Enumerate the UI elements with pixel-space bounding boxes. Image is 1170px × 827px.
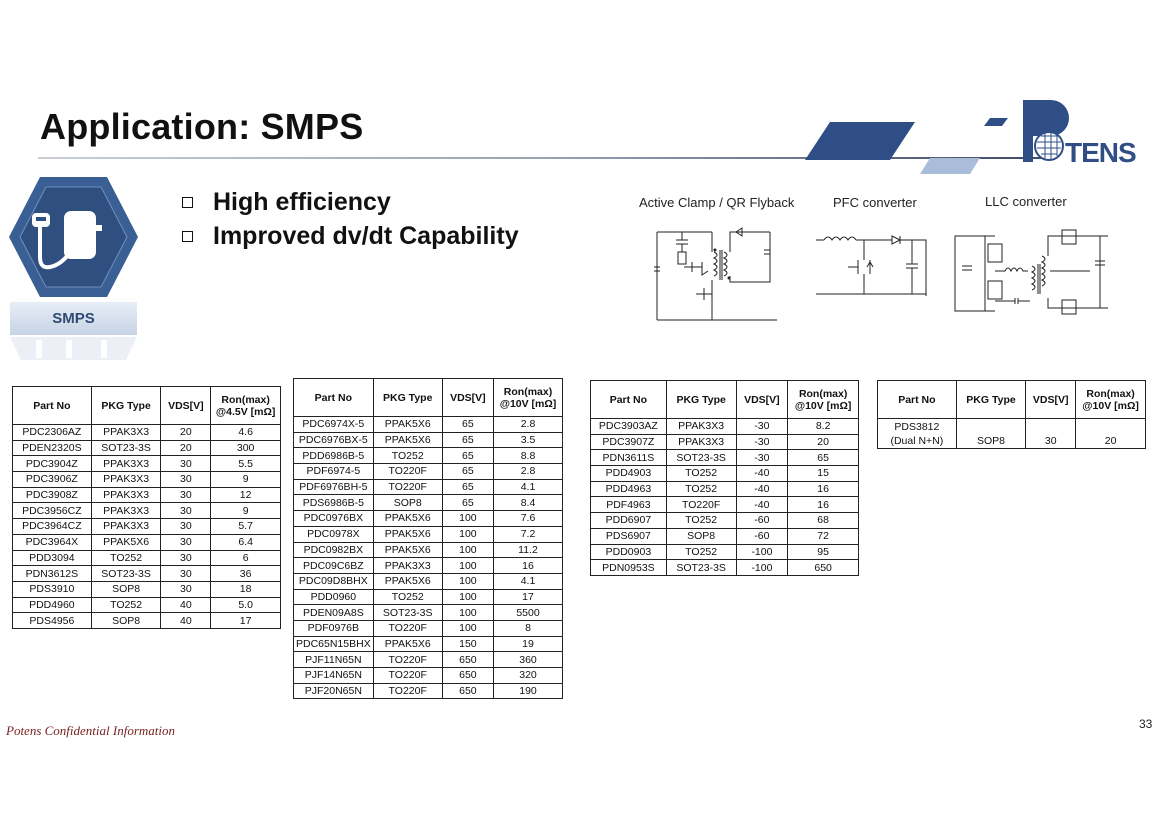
cell-pkg-type: SOT23-3S <box>666 560 736 576</box>
cell-ron: 68 <box>788 513 859 529</box>
table-row <box>294 636 563 652</box>
cell-vds: 30 <box>161 534 211 550</box>
table-row <box>294 479 563 495</box>
cell-part-no: PDN3611S <box>591 450 667 466</box>
cell-ron: 6 <box>211 550 281 566</box>
cell-vds: 100 <box>442 589 493 605</box>
table-row <box>591 450 859 466</box>
cell-part-no: PDC0982BX <box>294 542 374 558</box>
cell-pkg-type: PPAK3X3 <box>91 487 161 503</box>
cell-pkg-type: PPAK5X6 <box>373 542 442 558</box>
table-row <box>591 466 859 482</box>
cell-pkg-type: TO220F <box>373 464 442 480</box>
table-row <box>13 613 281 629</box>
cell-part-no: PDF6974-5 <box>294 464 374 480</box>
cell-part-no: PDS6986B-5 <box>294 495 374 511</box>
cell-vds: -30 <box>736 434 788 450</box>
col-header-vds: VDS[V] <box>736 381 788 419</box>
parts-table-2 <box>293 378 563 699</box>
cell-ron: 17 <box>211 613 281 629</box>
col-header-pkg-type: PKG Type <box>666 381 736 419</box>
cell-part-no: PDC3904Z <box>13 456 92 472</box>
cell-ron: 5.0 <box>211 597 281 613</box>
table-row <box>591 434 859 450</box>
cell-part-no: PDC3908Z <box>13 487 92 503</box>
table-row <box>13 581 281 597</box>
col-header-pkg-type: PKG Type <box>91 387 161 425</box>
cell-vds: 150 <box>442 636 493 652</box>
cell-vds: 30 <box>161 566 211 582</box>
cell-pkg-type: TO220F <box>373 479 442 495</box>
svg-text:TENS: TENS <box>1065 137 1136 168</box>
cell-ron: 20 <box>788 434 859 450</box>
llc-schematic <box>950 226 1115 316</box>
table-row <box>294 573 563 589</box>
col-header-ron: Ron(max) @10V [mΩ] <box>788 381 859 419</box>
col-header-ron: Ron(max) @10V [mΩ] <box>494 379 563 417</box>
checkbox-bullet-icon <box>182 231 193 242</box>
cell-part-no: PDD6907 <box>591 513 667 529</box>
col-header-part-no: Part No <box>13 387 92 425</box>
cell-vds: 65 <box>442 479 493 495</box>
parts-table-1 <box>12 386 281 629</box>
cell-pkg-type: PPAK5X6 <box>91 534 161 550</box>
cell-ron: 9 <box>211 503 281 519</box>
cell-vds: 100 <box>442 526 493 542</box>
cell-ron: 360 <box>494 652 563 668</box>
table-row <box>294 526 563 542</box>
col-header-pkg-type: PKG Type <box>373 379 442 417</box>
cell-vds: -40 <box>736 481 788 497</box>
cell-ron: 65 <box>788 450 859 466</box>
cell-ron: 9 <box>211 472 281 488</box>
cell-part-no: PDS6907 <box>591 528 667 544</box>
table-row <box>294 417 563 433</box>
pfc-schematic <box>812 232 937 297</box>
table-row <box>591 419 859 435</box>
col-header-ron: Ron(max) @10V [mΩ] <box>1076 381 1146 419</box>
cell-ron: 17 <box>494 589 563 605</box>
cell-pkg-type: PPAK5X6 <box>373 636 442 652</box>
table-row <box>294 605 563 621</box>
feature-item: Improved dv/dt Capability <box>180 219 519 253</box>
cell-ron: 7.2 <box>494 526 563 542</box>
cell-pkg-type: PPAK5X6 <box>373 417 442 433</box>
cell-ron: 7.6 <box>494 511 563 527</box>
cell-pkg-type: PPAK3X3 <box>91 425 161 441</box>
footer-confidential: Potens Confidential Information <box>6 723 175 738</box>
cell-ron: 8.8 <box>494 448 563 464</box>
cell-ron: 4.1 <box>494 479 563 495</box>
cell-vds: 100 <box>442 511 493 527</box>
cell-part-no: PJF20N65N <box>294 683 374 699</box>
header-decoration <box>780 118 1020 178</box>
cell-ron: 16 <box>788 497 859 513</box>
cell-part-no: PDD3094 <box>13 550 92 566</box>
table-row <box>13 519 281 535</box>
cell-vds: 650 <box>442 668 493 684</box>
cell-part-no: PDC3903AZ <box>591 419 667 435</box>
cell-vds: -60 <box>736 528 788 544</box>
cell-vds: 30 <box>161 503 211 519</box>
table-row <box>591 513 859 529</box>
cell-part-no: PDD4960 <box>13 597 92 613</box>
cell-part-no: PDC2306AZ <box>13 425 92 441</box>
cell-vds: 65 <box>442 448 493 464</box>
table-row <box>294 432 563 448</box>
cell-vds: 40 <box>161 613 211 629</box>
cell-ron: 5.5 <box>211 456 281 472</box>
cell-vds: 65 <box>442 495 493 511</box>
feature-item: High efficiency <box>180 185 519 219</box>
cell-part-no: PDS4956 <box>13 613 92 629</box>
cell-ron: 20 <box>1076 419 1146 449</box>
cell-pkg-type: SOP8 <box>91 581 161 597</box>
flyback-schematic <box>652 222 782 322</box>
cell-ron: 190 <box>494 683 563 699</box>
cell-pkg-type: PPAK3X3 <box>91 456 161 472</box>
table-row <box>878 419 1146 449</box>
cell-pkg-type: TO220F <box>373 652 442 668</box>
col-header-vds: VDS[V] <box>161 387 211 425</box>
cell-ron: 18 <box>211 581 281 597</box>
cell-ron: 8.4 <box>494 495 563 511</box>
cell-pkg-type: SOT23-3S <box>373 605 442 621</box>
cell-vds: -100 <box>736 544 788 560</box>
cell-ron: 3.5 <box>494 432 563 448</box>
cell-pkg-type: TO220F <box>666 497 736 513</box>
table-row <box>294 448 563 464</box>
table-row <box>13 425 281 441</box>
cell-part-no: PDC65N15BHX <box>294 636 374 652</box>
cell-pkg-type: SOP8 <box>956 419 1026 449</box>
checkbox-bullet-icon <box>182 197 193 208</box>
cell-vds: 20 <box>161 425 211 441</box>
cell-pkg-type: TO252 <box>666 481 736 497</box>
cell-vds: 30 <box>161 550 211 566</box>
cell-pkg-type: TO220F <box>373 620 442 636</box>
cell-part-no: PDD0960 <box>294 589 374 605</box>
cell-pkg-type: PPAK5X6 <box>373 432 442 448</box>
col-header-ron: Ron(max) @4.5V [mΩ] <box>211 387 281 425</box>
table-row <box>294 620 563 636</box>
feature-list <box>180 185 519 253</box>
cell-ron: 650 <box>788 560 859 576</box>
cell-vds: 100 <box>442 573 493 589</box>
table-row <box>591 544 859 560</box>
cell-vds: -30 <box>736 419 788 435</box>
smps-label: SMPS <box>10 302 137 335</box>
table-row <box>294 511 563 527</box>
cell-vds: 650 <box>442 683 493 699</box>
cell-vds: 100 <box>442 542 493 558</box>
cell-ron: 16 <box>788 481 859 497</box>
cell-part-no: PDD4963 <box>591 481 667 497</box>
cell-ron: 6.4 <box>211 534 281 550</box>
cell-vds: 100 <box>442 620 493 636</box>
cell-pkg-type: SOP8 <box>666 528 736 544</box>
cell-pkg-type: TO252 <box>666 513 736 529</box>
table-row <box>13 487 281 503</box>
cell-vds: 30 <box>161 581 211 597</box>
cell-pkg-type: TO220F <box>373 683 442 699</box>
cell-vds: 65 <box>442 432 493 448</box>
cell-vds: 30 <box>161 472 211 488</box>
cell-vds: -60 <box>736 513 788 529</box>
cell-vds: 30 <box>1026 419 1076 449</box>
cell-pkg-type: TO252 <box>666 544 736 560</box>
cell-ron: 5.7 <box>211 519 281 535</box>
cell-vds: -40 <box>736 466 788 482</box>
cell-pkg-type: SOT23-3S <box>666 450 736 466</box>
cell-part-no: PDN3612S <box>13 566 92 582</box>
cell-part-no: PDC3907Z <box>591 434 667 450</box>
table-row <box>13 503 281 519</box>
table-row <box>294 652 563 668</box>
cell-ron: 2.8 <box>494 464 563 480</box>
potens-logo <box>985 98 1145 168</box>
cell-part-no: PDC09C6BZ <box>294 558 374 574</box>
table-row <box>13 472 281 488</box>
cell-ron: 2.8 <box>494 417 563 433</box>
cell-part-no: PDC0976BX <box>294 511 374 527</box>
table-row <box>591 528 859 544</box>
table-row <box>13 456 281 472</box>
cell-part-no: PDS3910 <box>13 581 92 597</box>
cell-pkg-type: SOT23-3S <box>91 566 161 582</box>
cell-vds: 65 <box>442 417 493 433</box>
parts-table-4 <box>877 380 1146 449</box>
cell-ron: 320 <box>494 668 563 684</box>
cell-part-no: PDF0976B <box>294 620 374 636</box>
cell-pkg-type: SOP8 <box>373 495 442 511</box>
page-title: Application: SMPS <box>40 106 364 147</box>
cell-vds: 30 <box>161 456 211 472</box>
cell-pkg-type: TO252 <box>373 589 442 605</box>
table-row <box>294 589 563 605</box>
cell-pkg-type: SOP8 <box>91 613 161 629</box>
cell-part-no: PDC6976BX-5 <box>294 432 374 448</box>
cell-pkg-type: PPAK3X3 <box>91 503 161 519</box>
cell-part-no: PDN0953S <box>591 560 667 576</box>
cell-pkg-type: TO252 <box>373 448 442 464</box>
cell-part-no: PDC09D8BHX <box>294 573 374 589</box>
cell-part-no: PDS3812 (Dual N+N) <box>878 419 957 449</box>
schematic-caption-llc: LLC converter <box>985 194 1067 209</box>
page-number: 33 <box>1139 717 1153 731</box>
cell-part-no: PDC3964CZ <box>13 519 92 535</box>
cell-pkg-type: SOT23-3S <box>91 440 161 456</box>
cell-part-no: PDEN09A8S <box>294 605 374 621</box>
cell-ron: 8.2 <box>788 419 859 435</box>
table-row <box>294 542 563 558</box>
cell-part-no: PJF14N65N <box>294 668 374 684</box>
cell-vds: -40 <box>736 497 788 513</box>
cell-part-no: PDC3964X <box>13 534 92 550</box>
table-row <box>591 481 859 497</box>
cell-part-no: PDC3906Z <box>13 472 92 488</box>
cell-ron: 12 <box>211 487 281 503</box>
cell-pkg-type: TO220F <box>373 668 442 684</box>
cell-pkg-type: TO252 <box>91 597 161 613</box>
cell-pkg-type: PPAK3X3 <box>666 434 736 450</box>
cell-ron: 11.2 <box>494 542 563 558</box>
cell-vds: 40 <box>161 597 211 613</box>
table-row <box>13 566 281 582</box>
col-header-vds: VDS[V] <box>1026 381 1076 419</box>
cell-vds: 65 <box>442 464 493 480</box>
cell-part-no: PDC0978X <box>294 526 374 542</box>
table-row <box>591 497 859 513</box>
cell-vds: 650 <box>442 652 493 668</box>
cell-ron: 36 <box>211 566 281 582</box>
col-header-vds: VDS[V] <box>442 379 493 417</box>
cell-part-no: PDD4903 <box>591 466 667 482</box>
cell-pkg-type: PPAK5X6 <box>373 511 442 527</box>
col-header-part-no: Part No <box>591 381 667 419</box>
cell-ron: 15 <box>788 466 859 482</box>
table-row <box>13 550 281 566</box>
table-row <box>591 560 859 576</box>
cell-part-no: PJF11N65N <box>294 652 374 668</box>
cell-pkg-type: PPAK5X6 <box>373 526 442 542</box>
cell-part-no: PDC6974X-5 <box>294 417 374 433</box>
cell-part-no: PDEN2320S <box>13 440 92 456</box>
col-header-pkg-type: PKG Type <box>956 381 1026 419</box>
cell-vds: -30 <box>736 450 788 466</box>
col-header-part-no: Part No <box>294 379 374 417</box>
cell-pkg-type: TO252 <box>91 550 161 566</box>
cell-vds: 100 <box>442 605 493 621</box>
parts-table-3 <box>590 380 859 576</box>
cell-part-no: PDC3956CZ <box>13 503 92 519</box>
cell-ron: 95 <box>788 544 859 560</box>
cell-part-no: PDF4963 <box>591 497 667 513</box>
cell-ron: 4.6 <box>211 425 281 441</box>
cell-ron: 300 <box>211 440 281 456</box>
cell-part-no: PDD0903 <box>591 544 667 560</box>
cell-vds: 100 <box>442 558 493 574</box>
cell-pkg-type: PPAK3X3 <box>91 472 161 488</box>
table-row <box>13 597 281 613</box>
cell-pkg-type: PPAK3X3 <box>373 558 442 574</box>
cell-ron: 16 <box>494 558 563 574</box>
cell-pkg-type: PPAK3X3 <box>91 519 161 535</box>
cell-part-no: PDF6976BH-5 <box>294 479 374 495</box>
table-row <box>294 683 563 699</box>
cell-vds: 30 <box>161 487 211 503</box>
cell-part-no: PDD6986B-5 <box>294 448 374 464</box>
table-row <box>13 440 281 456</box>
cell-pkg-type: TO252 <box>666 466 736 482</box>
cell-ron: 8 <box>494 620 563 636</box>
table-row <box>294 464 563 480</box>
table-row <box>294 558 563 574</box>
cell-ron: 72 <box>788 528 859 544</box>
cell-pkg-type: PPAK5X6 <box>373 573 442 589</box>
cell-vds: 30 <box>161 519 211 535</box>
table-row <box>13 534 281 550</box>
table-row <box>294 495 563 511</box>
cell-ron: 4.1 <box>494 573 563 589</box>
cell-pkg-type: PPAK3X3 <box>666 419 736 435</box>
schematic-caption-pfc: PFC converter <box>833 195 917 210</box>
col-header-part-no: Part No <box>878 381 957 419</box>
cell-vds: -100 <box>736 560 788 576</box>
cell-vds: 20 <box>161 440 211 456</box>
table-row <box>294 668 563 684</box>
cell-ron: 19 <box>494 636 563 652</box>
schematic-caption-flyback: Active Clamp / QR Flyback <box>639 195 795 210</box>
cell-ron: 5500 <box>494 605 563 621</box>
